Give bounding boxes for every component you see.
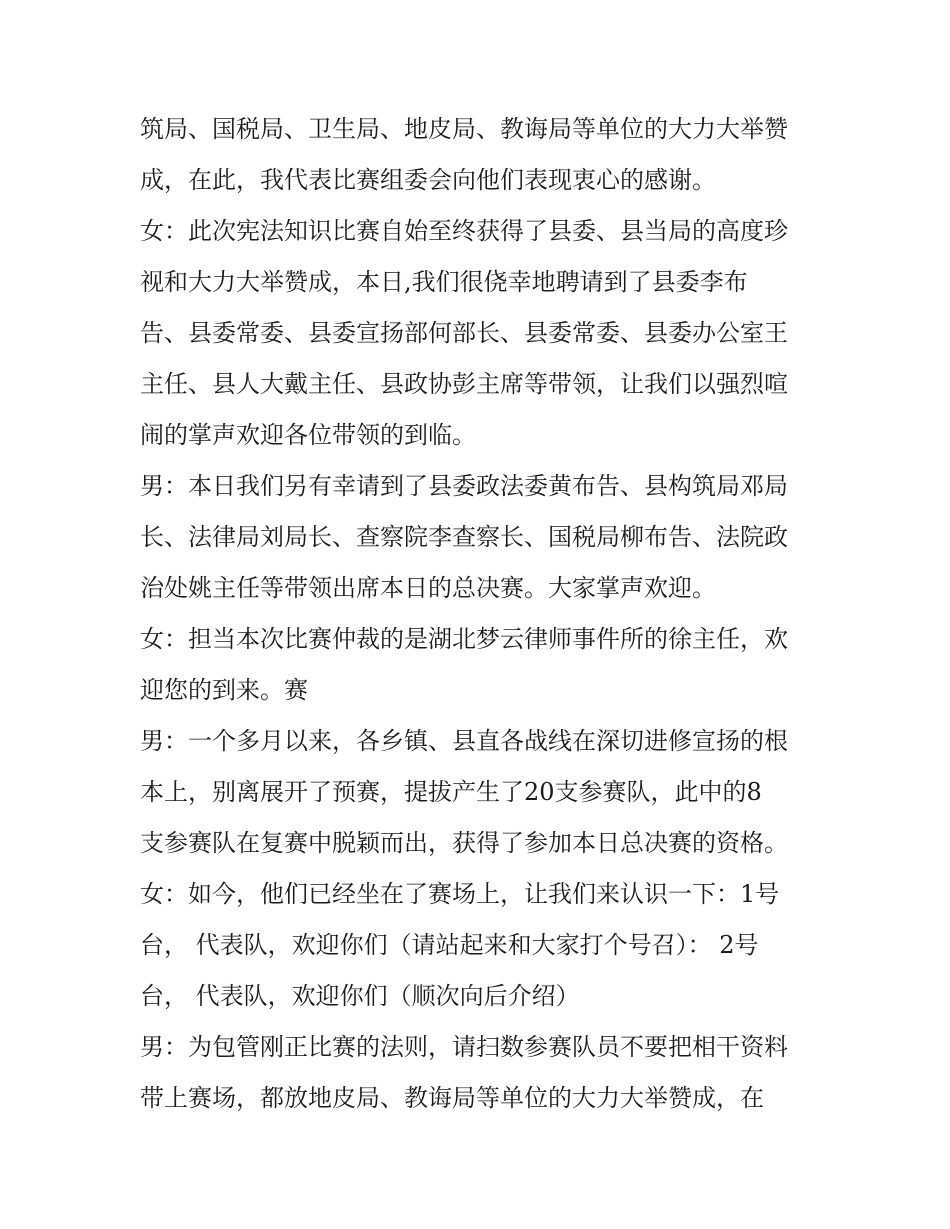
text-line: 台， 代表队，欢迎你们（顺次向后介绍） [140, 982, 580, 1010]
text-line: 主任、县人大戴主任、县政协彭主席等带领，让我们以强烈喧 [140, 370, 788, 398]
text-line: 长、法律局刘局长、查察院李查察长、国税局柳布告、法院政 [140, 523, 788, 551]
text-line: 男：一个多月以来，各乡镇、县直各战线在深切进修宣扬的根 [140, 727, 788, 755]
text-line: 支参赛队在复赛中脱颖而出，获得了参加本日总决赛的资格。 [140, 829, 788, 857]
text-line: 本上，别离展开了预赛，提拔产生了20支参赛队，此中的8 [140, 778, 762, 806]
text-line: 女：如今，他们已经坐在了赛场上，让我们来认识一下：1号 [140, 880, 780, 908]
text-line: 男：本日我们另有幸请到了县委政法委黄布告、县构筑局邓局 [140, 472, 788, 500]
text-line: 带上赛场，都放地皮局、教诲局等单位的大力大举赞成，在 [140, 1084, 764, 1112]
text-line: 成，在此，我代表比赛组委会向他们表现衷心的感谢。 [140, 166, 716, 194]
text-line: 告、县委常委、县委宣扬部何部长、县委常委、县委办公室王 [140, 319, 788, 347]
text-line: 迎您的到来。赛 [140, 676, 308, 704]
text-line: 女：担当本次比赛仲裁的是湖北梦云律师事件所的徐主任，欢 [140, 625, 788, 653]
text-line: 闹的掌声欢迎各位带领的到临。 [140, 421, 476, 449]
text-line: 台， 代表队，欢迎你们（请站起来和大家打个号召）： 2号 [140, 931, 759, 959]
document-body [140, 104, 830, 1124]
text-line: 女：此次宪法知识比赛自始至终获得了县委、县当局的高度珍 [140, 217, 788, 245]
text-line: 男：为包管刚正比赛的法则，请扫数参赛队员不要把相干资料 [140, 1033, 788, 1061]
text-line: 治处姚主任等带领出席本日的总决赛。大家掌声欢迎。 [140, 574, 716, 602]
text-line: 视和大力大举赞成，本日,我们很侥幸地聘请到了县委李布 [140, 268, 748, 296]
text-line: 筑局、国税局、卫生局、地皮局、教诲局等单位的大力大举赞 [140, 115, 788, 143]
